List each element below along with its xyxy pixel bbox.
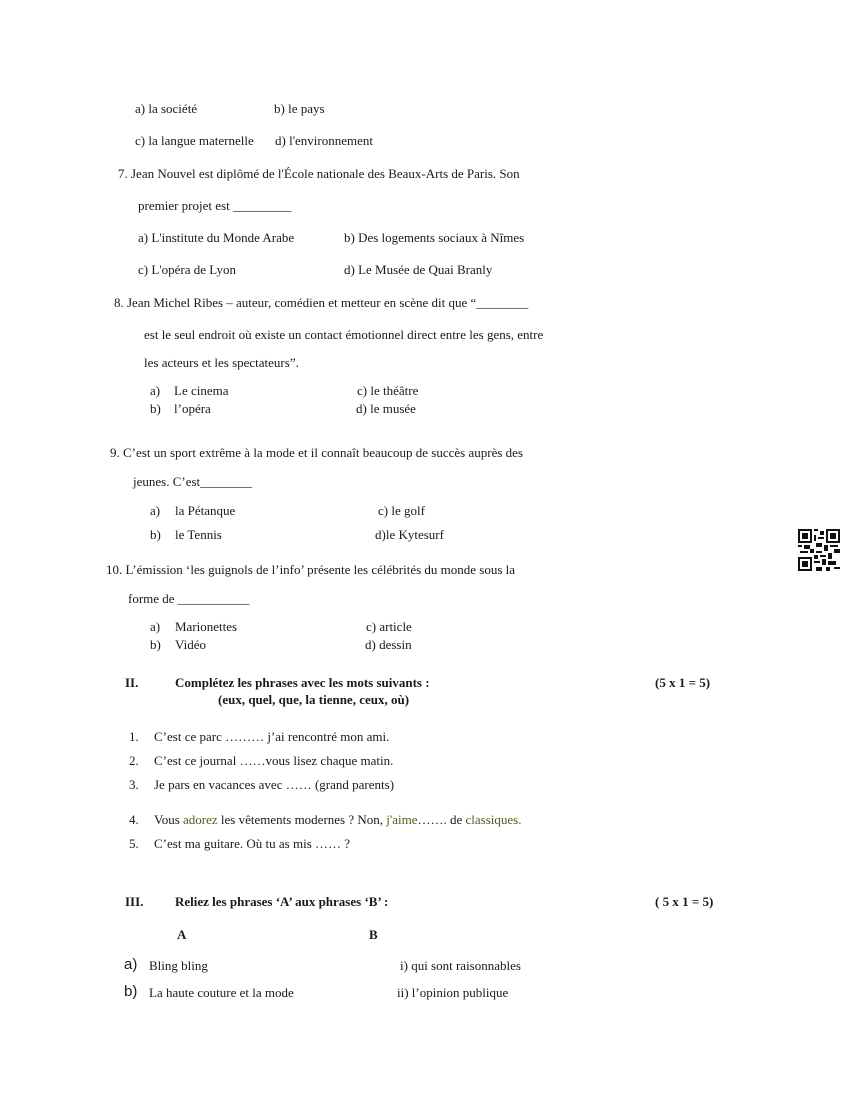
q7-line2: premier projet est _________	[138, 198, 292, 213]
section2-item-number: 2.	[129, 753, 139, 768]
q8-option-c: c) le théâtre	[357, 383, 419, 398]
match-row-letter: b)	[124, 983, 138, 1000]
section2-number: II.	[125, 675, 139, 690]
qr-code-icon	[798, 529, 840, 571]
q6-option-d: d) l'environnement	[275, 133, 374, 148]
q6-option-b: b) le pays	[274, 101, 325, 116]
q7-option-d: d) Le Musée de Quai Branly	[344, 262, 493, 277]
q7-option-b: b) Des logements sociaux à Nîmes	[344, 230, 525, 245]
q9-option-d: d)le Kytesurf	[375, 527, 444, 542]
column-b-header: B	[369, 927, 378, 942]
q10-option-b-letter: b)	[150, 637, 161, 652]
highlighted-word: classiques.	[465, 812, 522, 827]
q10-line2: forme de ___________	[128, 591, 250, 606]
q10-option-a: Marionettes	[175, 619, 238, 634]
q10-option-d: d) dessin	[365, 637, 412, 652]
q9-line2: jeunes. C’est________	[133, 474, 253, 489]
q7-option-a: a) L'institute du Monde Arabe	[138, 230, 295, 245]
match-row-b-text: ii) l’opinion publique	[397, 985, 509, 1000]
text-run: Vous	[154, 812, 184, 827]
section2-item-text: C’est ce parc ……… j’ai rencontré mon ami.	[154, 729, 390, 744]
section2-item-text	[154, 812, 521, 828]
section3-number: III.	[125, 894, 144, 909]
match-row-b-text: i) qui sont raisonnables	[400, 958, 521, 973]
text-run: ……. de	[417, 812, 466, 827]
q9-option-b-letter: b)	[150, 527, 161, 542]
section2-marks: (5 x 1 = 5)	[655, 675, 711, 690]
q8-line1: 8. Jean Michel Ribes – auteur, comédien et metteur en scène dit que “________	[114, 295, 529, 310]
q8-option-a: Le cinema	[174, 383, 229, 398]
q10-line1: 10. L’émission ‘les guignols de l’info’ présente les célébrités du monde sous la	[106, 562, 516, 577]
q8-option-b: l’opéra	[174, 401, 211, 416]
q6-option-a: a) la société	[135, 101, 198, 116]
column-a-header: A	[177, 927, 187, 942]
section2-item-number: 3.	[129, 777, 139, 792]
section2-word-list: (eux, quel, que, la tienne, ceux, où)	[218, 692, 410, 707]
q8-line3: les acteurs et les spectateurs”.	[144, 355, 299, 370]
highlighted-word: adorez	[183, 812, 218, 827]
highlighted-word: j'aime	[386, 812, 418, 827]
q7-line1: 7. Jean Nouvel est diplômé de l'École nationale des Beaux-Arts de Paris. Son	[118, 166, 520, 181]
q9-option-c: c) le golf	[378, 503, 425, 518]
section3-title: Reliez les phrases ‘A’ aux phrases ‘B’ :	[175, 894, 389, 909]
q10-option-a-letter: a)	[150, 619, 161, 634]
section2-item-text: Je pars en vacances avec …… (grand parents)	[154, 777, 395, 792]
q10-option-b: Vidéo	[175, 637, 206, 652]
match-row-letter: a)	[124, 956, 138, 973]
section2-item-text: C’est ma guitare. Où tu as mis …… ?	[154, 836, 351, 851]
section2-item-number: 4.	[129, 812, 139, 827]
q10-option-c: c) article	[366, 619, 412, 634]
q6-option-c: c) la langue maternelle	[135, 133, 254, 148]
q8-option-b-letter: b)	[150, 401, 161, 416]
q8-option-d: d) le musée	[356, 401, 416, 416]
q9-option-b: le Tennis	[175, 527, 222, 542]
section2-title: Complétez les phrases avec les mots suivants :	[175, 675, 430, 690]
text-run: les vêtements modernes ? Non,	[217, 812, 387, 827]
q9-line1: 9. C’est un sport extrême à la mode et il connaît beaucoup de succès auprès des	[110, 445, 523, 460]
match-row-a-text: Bling bling	[149, 958, 208, 973]
section3-marks: ( 5 x 1 = 5)	[655, 894, 714, 909]
q8-option-a-letter: a)	[150, 383, 161, 398]
q7-option-c: c) L'opéra de Lyon	[138, 262, 236, 277]
q8-line2: est le seul endroit où existe un contact émotionnel direct entre les gens, entre	[144, 327, 544, 342]
section2-item-number: 5.	[129, 836, 139, 851]
section2-item-number: 1.	[129, 729, 139, 744]
q9-option-a-letter: a)	[150, 503, 161, 518]
q9-option-a: la Pétanque	[175, 503, 236, 518]
match-row-a-text: La haute couture et la mode	[149, 985, 294, 1000]
section2-item-text: C’est ce journal ……vous lisez chaque matin.	[154, 753, 394, 768]
